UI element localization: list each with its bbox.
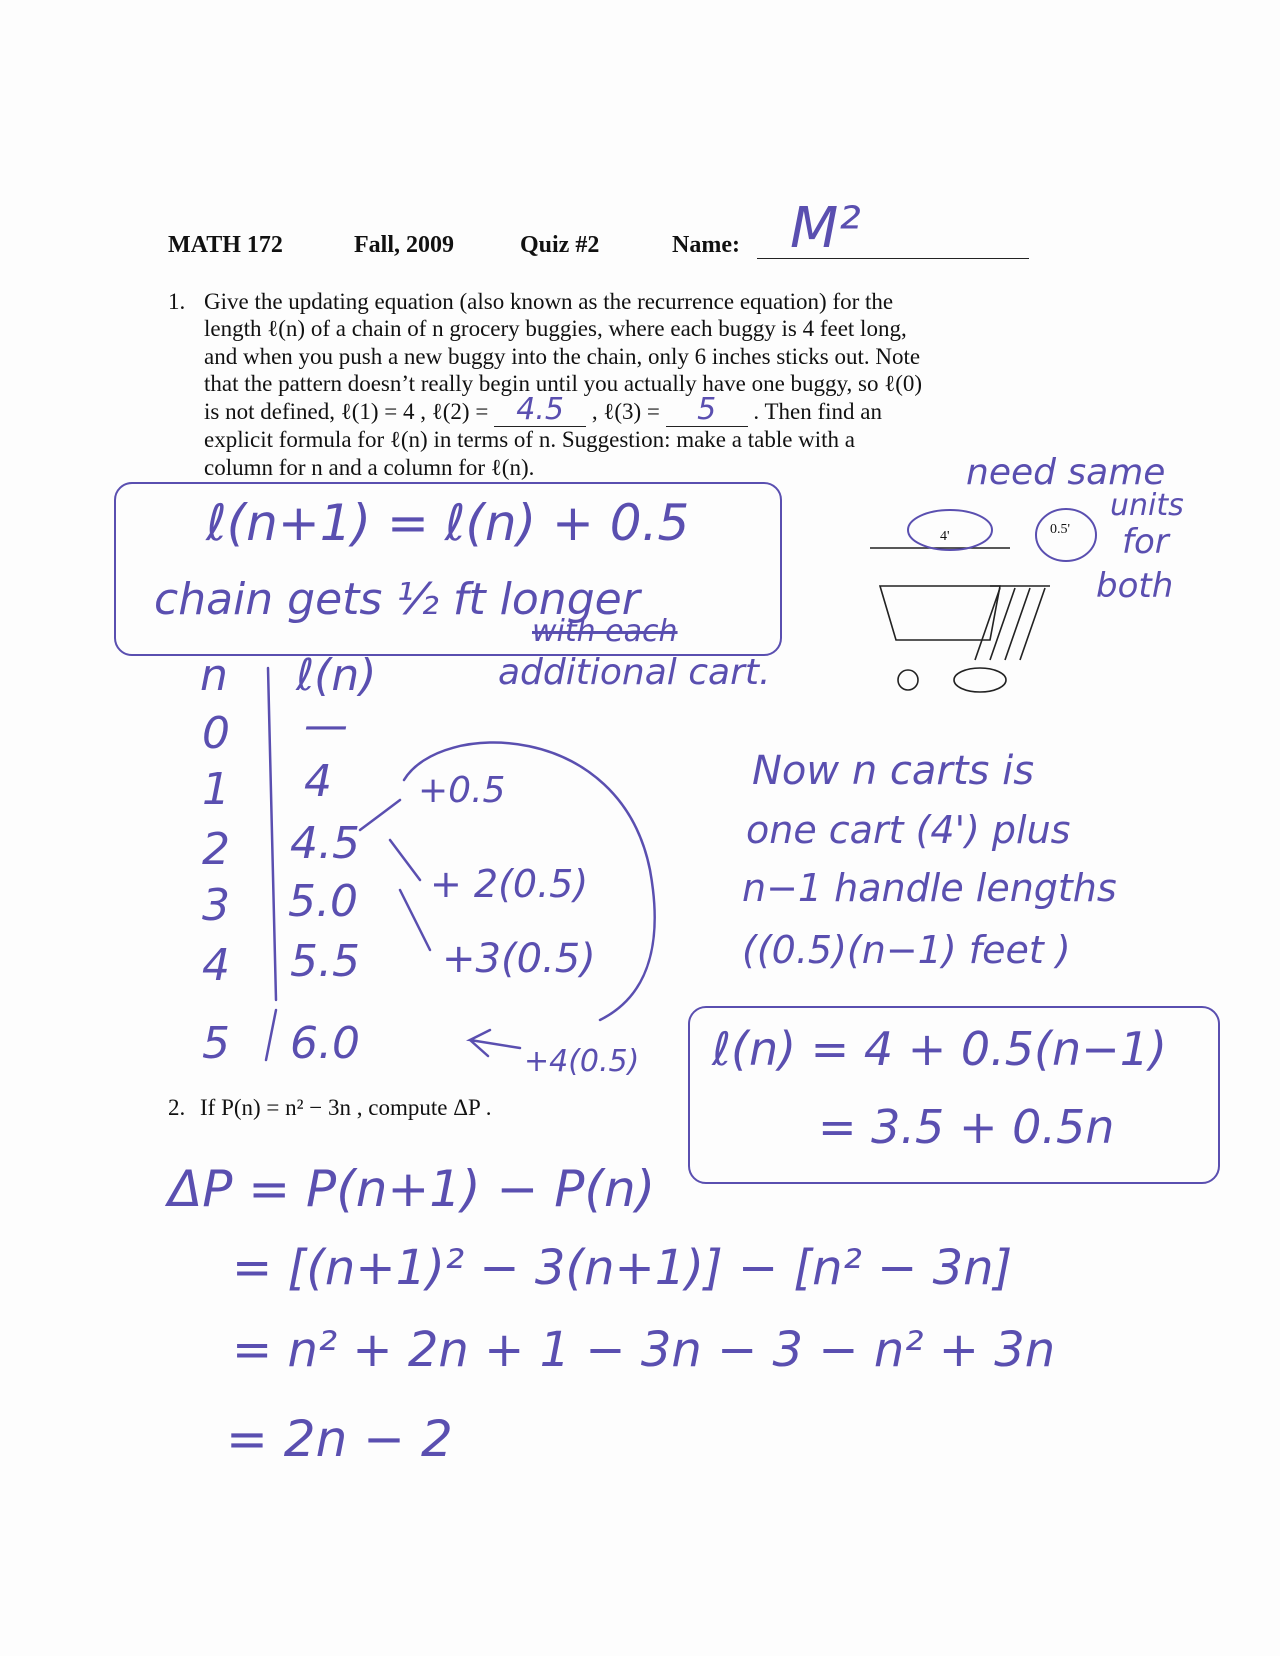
q1-line-1: Give the updating equation (also known as the recurrence equation) for the (204, 289, 894, 314)
table-n-1: 1 (202, 764, 230, 815)
table-n-5: 5 (202, 1018, 230, 1069)
cart-wheels-stack (954, 668, 1006, 692)
circle-half-ft (1036, 509, 1096, 561)
diagram-circles (908, 509, 1096, 561)
note-line-4: ((0.5)(n−1) feet ) (742, 928, 1071, 972)
step-arrows (360, 800, 430, 950)
answer-l2: 4.5 (516, 392, 564, 427)
note-line-3: n−1 handle lengths (742, 866, 1117, 910)
formula-line-2: = 3.5 + 0.5n (818, 1100, 1115, 1154)
increment-3: +3(0.5) (442, 936, 596, 982)
name-value: M² (790, 196, 861, 261)
cart-diagram (870, 548, 1050, 692)
delta-line-2: = [(n+1)² − 3(n+1)] − [n² − 3n] (232, 1240, 1013, 1296)
delta-line-3: = n² + 2n + 1 − 3n − 3 − n² + 3n (232, 1322, 1056, 1378)
recurrence-equation: ℓ(n+1) = ℓ(n) + 0.5 (206, 494, 690, 552)
table-l-3: 5.0 (288, 876, 358, 927)
q2-number: 2. (168, 1095, 186, 1120)
big-loop-arrow (404, 743, 655, 1020)
note-line-1: Now n carts is (752, 748, 1035, 794)
note-line-2: one cart (4') plus (746, 808, 1071, 852)
table-header-l: ℓ(n) (296, 650, 377, 701)
term-label: Fall, 2009 (354, 232, 454, 258)
increment-2: + 2(0.5) (430, 862, 589, 906)
cart-wheel (898, 670, 918, 690)
struck-text: with each (532, 614, 678, 649)
formula-line-1: ℓ(n) = 4 + 0.5(n−1) (712, 1022, 1167, 1076)
table-header-n: n (200, 650, 228, 701)
table-n-2: 2 (202, 824, 230, 875)
table-l-4: 5.5 (290, 936, 360, 987)
diagram-label-half-ft: 0.5' (1050, 522, 1071, 537)
arrow-head-4 (470, 1030, 520, 1056)
q1-line-5c: . Then find an (753, 399, 882, 424)
increment-arrows (360, 743, 655, 1056)
table-l-1: 4 (304, 756, 332, 807)
q1-line-7: column for n and a column for ℓ(n). (204, 455, 535, 480)
q1-number: 1. (168, 289, 186, 314)
q1-line-3: and when you push a new buggy into the chain, only 6 inches sticks out. Note (204, 344, 921, 369)
diagram-label-4ft: 4' (940, 529, 950, 544)
circle-4ft (908, 510, 992, 550)
table-divider (268, 668, 276, 1000)
q1-line-5b: , ℓ(3) = (591, 399, 660, 424)
table-l-2: 4.5 (290, 818, 360, 869)
answer-l3: 5 (697, 392, 717, 427)
increment-1: +0.5 (418, 770, 506, 811)
quiz-label: Quiz #2 (520, 232, 600, 258)
q1-line-2: length ℓ(n) of a chain of n grocery buggies, where each buggy is 4 feet long, (204, 316, 907, 341)
units-note-3: for (1122, 522, 1169, 562)
q1-line-5a: is not defined, ℓ(1) = 4 , ℓ(2) = (204, 399, 489, 424)
name-label: Name: (672, 232, 740, 258)
table-n-0: 0 (202, 708, 230, 759)
table-n-4: 4 (202, 940, 230, 991)
table-lines (266, 668, 276, 1060)
table-n-3: 3 (202, 880, 230, 931)
table-divider-end (266, 1010, 276, 1060)
units-note-2: units (1110, 488, 1184, 523)
delta-line-4: = 2n − 2 (226, 1410, 453, 1468)
q2-text: If P(n) = n² − 3n , compute ΔP . (200, 1095, 492, 1120)
q1-line-4: that the pattern doesn’t really begin until you actually have one buggy, so ℓ(0) (204, 371, 923, 396)
recurrence-explanation: chain gets ½ ft longer (154, 574, 640, 625)
course-label: MATH 172 (168, 232, 283, 258)
table-l-0: — (304, 700, 348, 751)
table-l-5: 6.0 (290, 1018, 360, 1069)
increment-4: +4(0.5) (524, 1044, 640, 1079)
units-note-4: both (1096, 566, 1174, 606)
units-note-1: need same (966, 452, 1166, 493)
q1-line-6: explicit formula for ℓ(n) in terms of n. Suggestion: make a table with a (204, 427, 856, 452)
cart-basket (880, 586, 1000, 640)
explanation-cont: additional cart. (498, 652, 771, 693)
delta-line-1: ΔP = P(n+1) − P(n) (168, 1160, 656, 1218)
stacked-cart-lines (975, 588, 1045, 660)
